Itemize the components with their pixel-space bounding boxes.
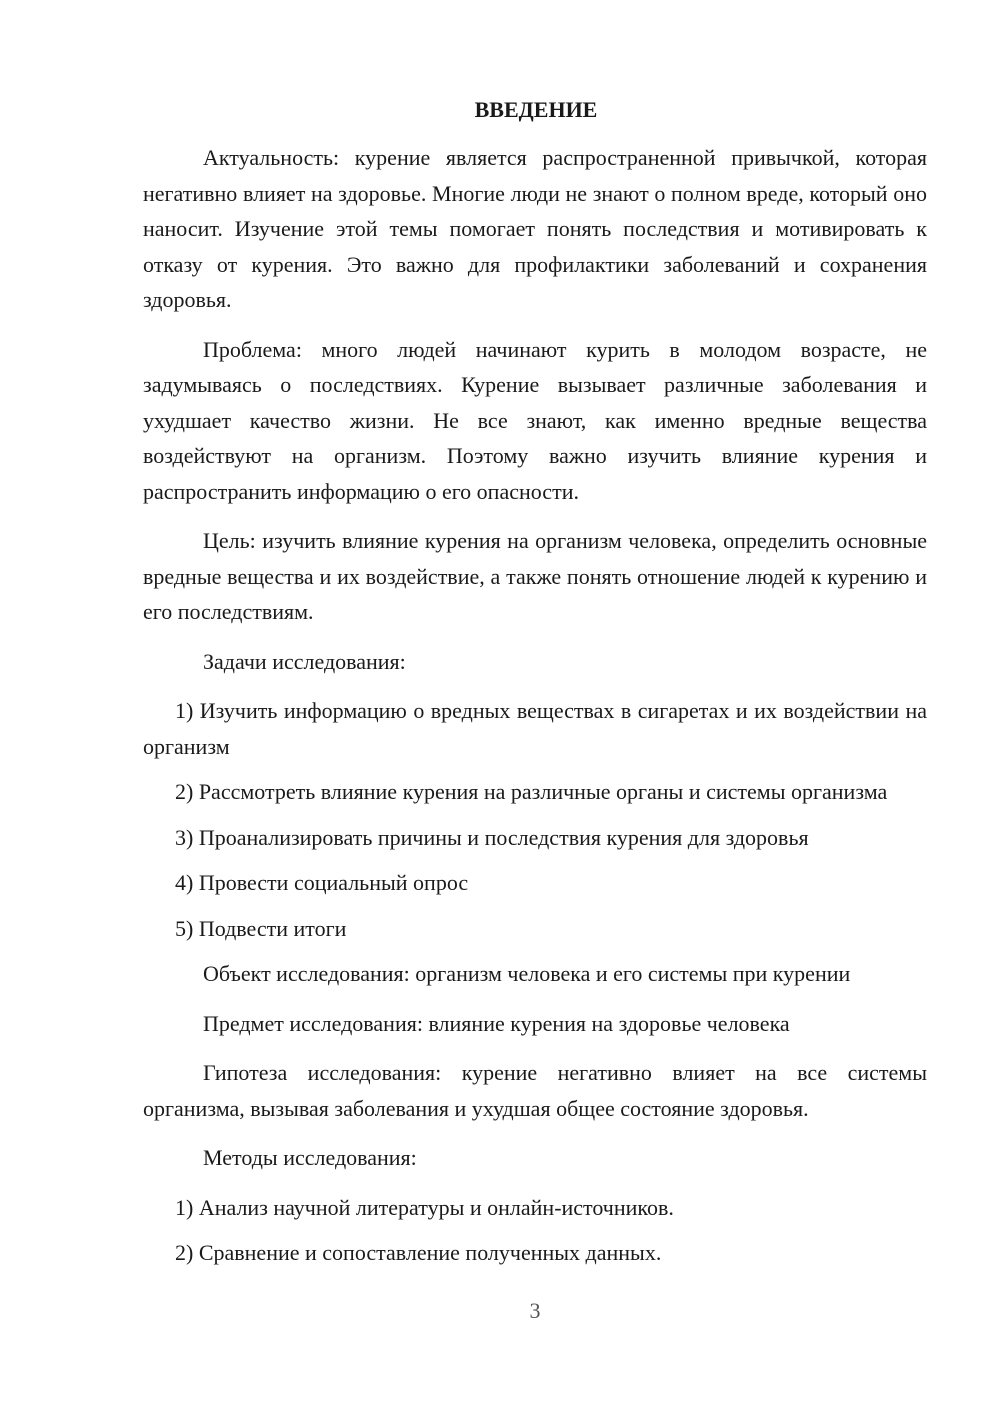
- method-item: 2) Сравнение и сопоставление полученных данных.: [175, 1240, 662, 1265]
- task-item: 3) Проанализировать причины и последствия курения для здоровья: [175, 824, 809, 850]
- goal-paragraph: Цель: изучить влияние курения на организм человека, определить основные вредные вещества и их воздействие, а также понять отношение людей к курению и его последствиям.: [143, 528, 927, 624]
- tasks-heading: Задачи исследования:: [203, 648, 406, 674]
- task-item: 1) Изучить информацию о вредных веществах в сигаретах и их воздействии на организм: [143, 698, 927, 759]
- method-item: 1) Анализ научной литературы и онлайн-источников.: [175, 1194, 674, 1220]
- relevance-paragraph: Актуальность: курение является распространенной привычкой, которая негативно влияет на здоровье. Многие люди не знают о полном вреде, который оно наносит. Изучение этой темы помогает понять последствия и мотивировать к отказу от курения. Это важно для профилактики заболеваний и сохранения здоровья.: [143, 145, 927, 312]
- page-content: [143, 94, 927, 1281]
- methods-heading: Методы исследования:: [203, 1145, 417, 1170]
- task-item: 5) Подвести итоги: [175, 915, 347, 941]
- problem-paragraph: Проблема: много людей начинают курить в молодом возрасте, не задумываясь о последствиях. Курение вызывает различные заболевания и ухудшает качество жизни. Не все знают, как именно вредные вещества воздействуют на организм. Поэтому важно изучить влияние курения и распространить информацию о его опасности.: [143, 336, 927, 504]
- page-title: ВВЕДЕНИЕ: [474, 97, 598, 122]
- subject-paragraph: Предмет исследования: влияние курения на здоровье человека: [203, 1010, 790, 1036]
- task-item: 4) Провести социальный опрос: [175, 870, 469, 895]
- object-paragraph: Объект исследования: организм человека и его системы при курении: [203, 961, 851, 986]
- hypothesis-paragraph: Гипотеза исследования: курение негативно влияет на все системы организма, вызывая заболевания и ухудшая общее состояние здоровья.: [143, 1060, 927, 1121]
- task-item: 2) Рассмотреть влияние курения на различные органы и системы организма: [175, 779, 888, 804]
- page-number: 3: [529, 1298, 541, 1323]
